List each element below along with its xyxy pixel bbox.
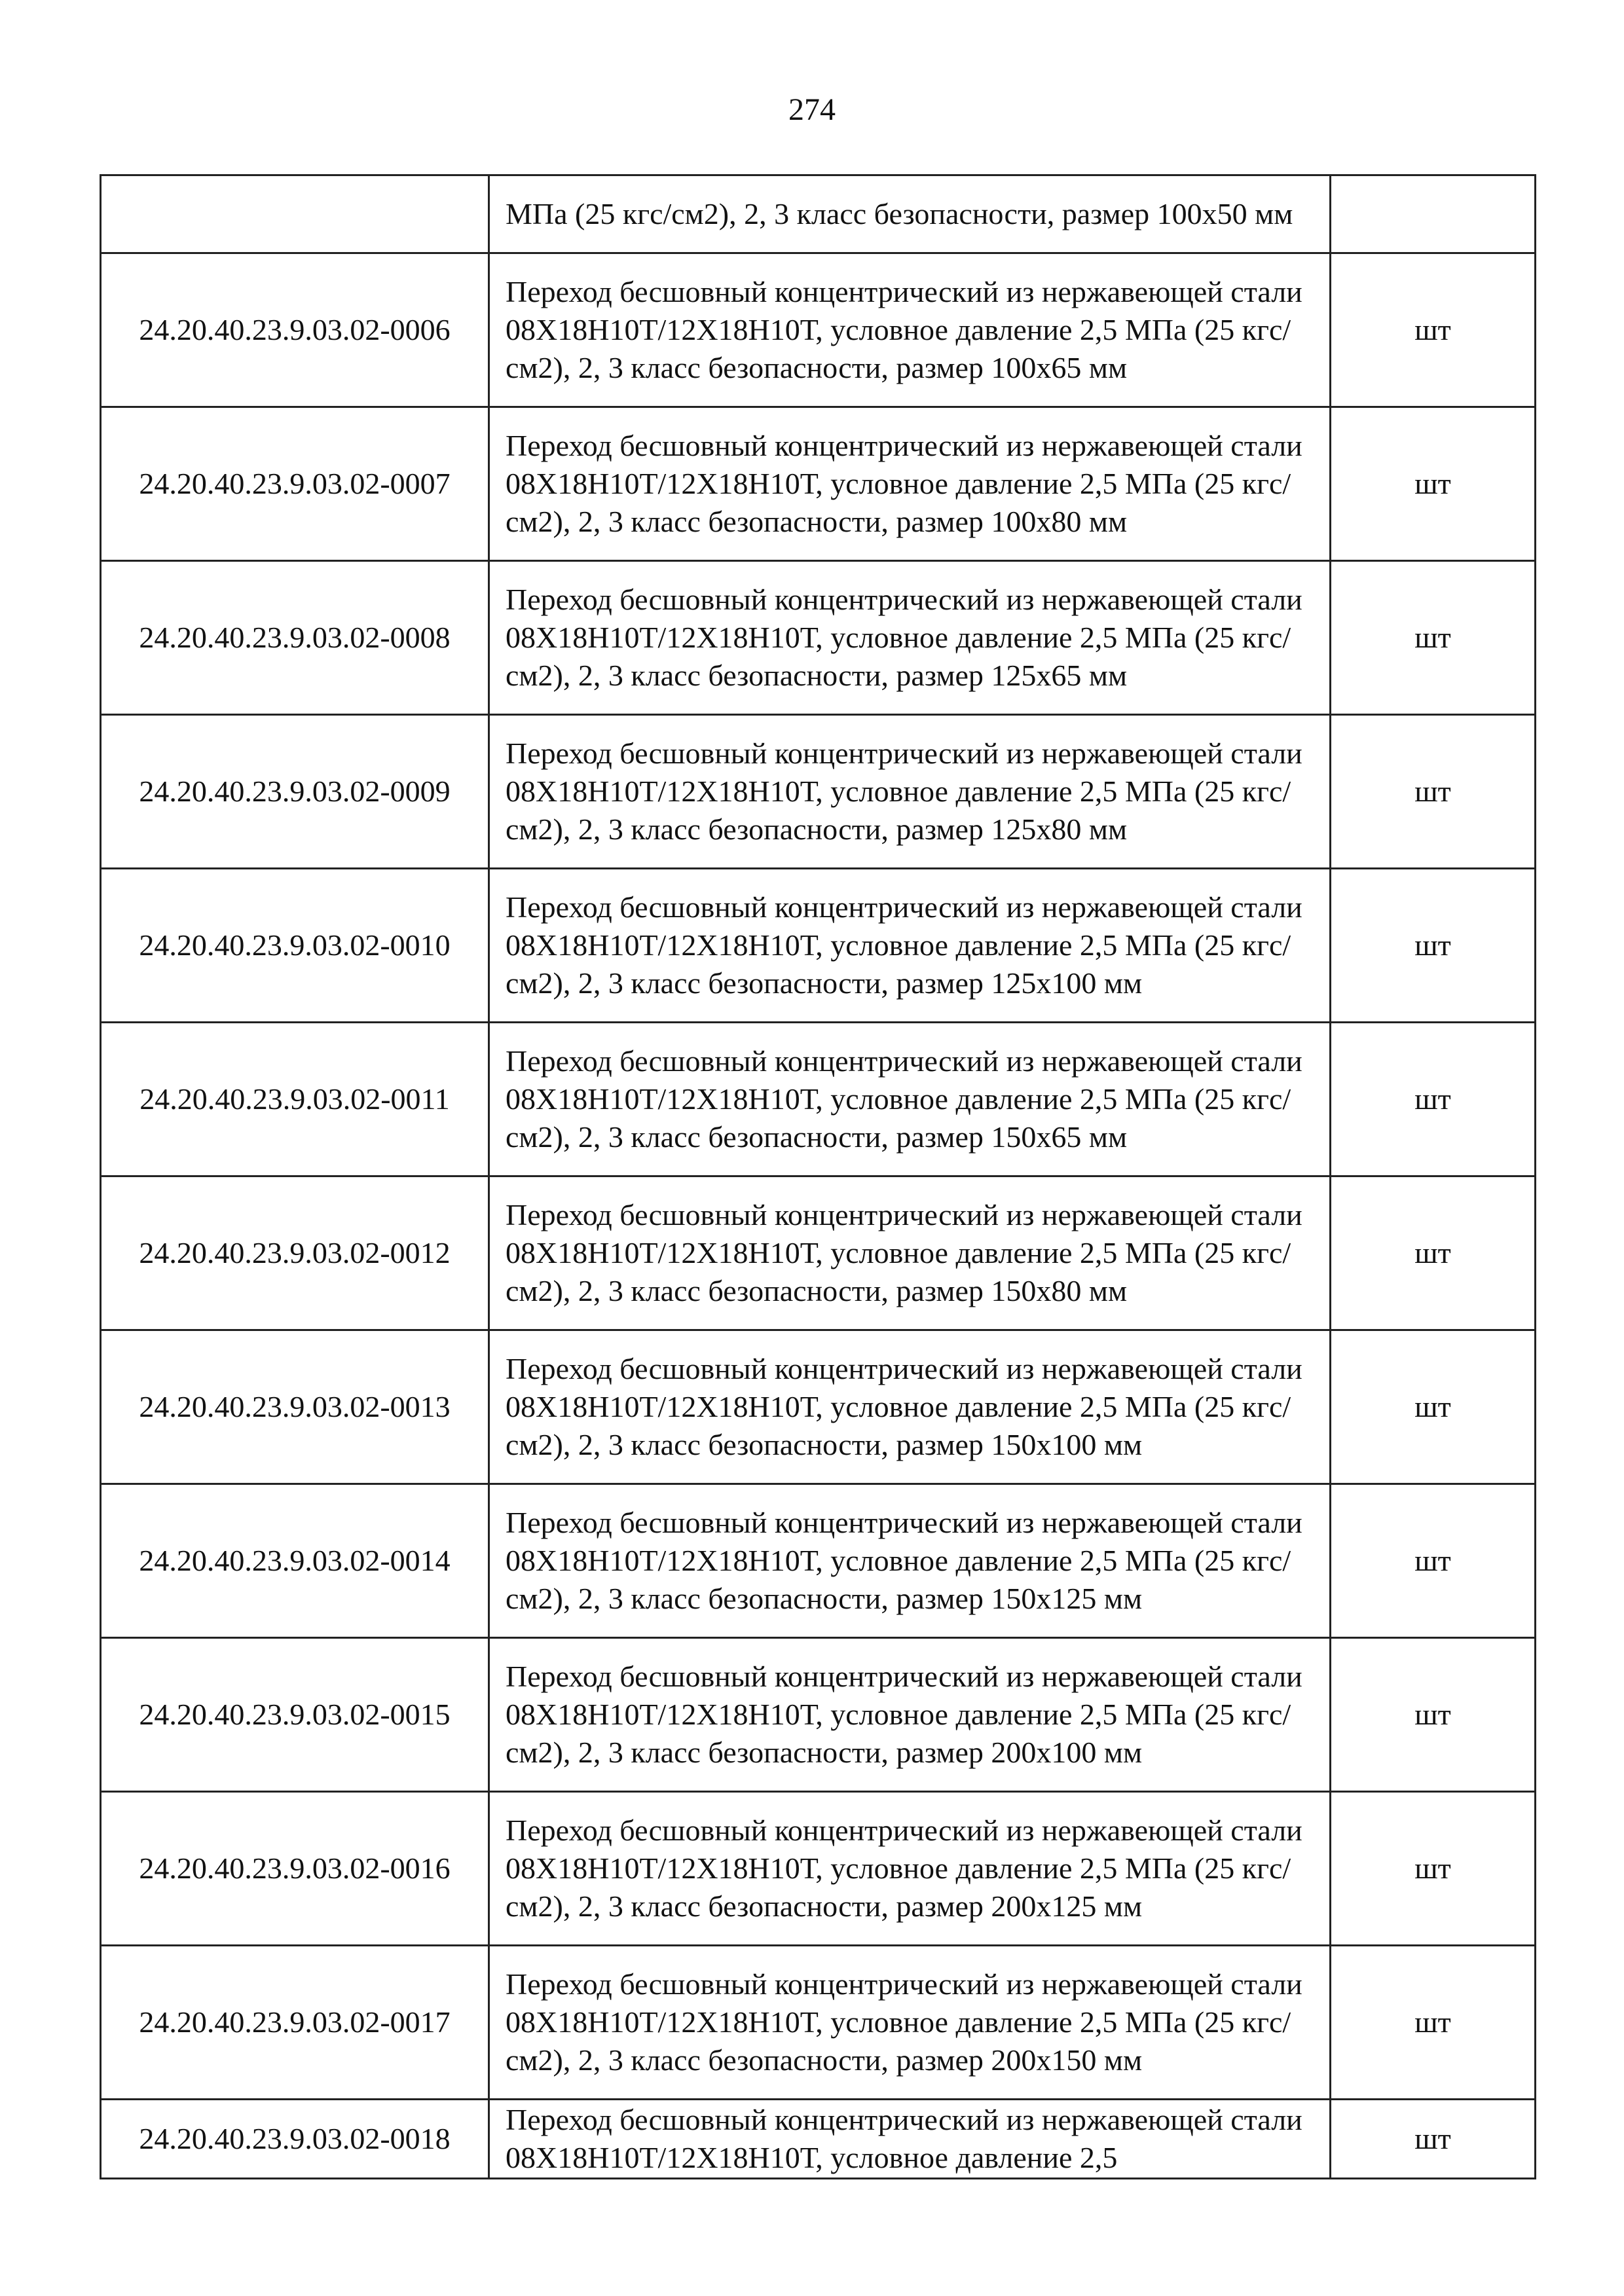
unit-cell: шт: [1331, 1023, 1536, 1176]
table-row: [101, 1638, 1536, 1792]
description-cell: Переход бесшовный концентрический из нержавеющей стали 08Х18Н10Т/12Х18Н10Т, условное давление 2,5 МПа (25 кгс/см2), 2, 3 класс безопасности, размер 150х80 мм: [489, 1176, 1331, 1330]
unit-cell: шт: [1331, 561, 1536, 715]
table-row: [101, 715, 1536, 869]
description-cell: Переход бесшовный концентрический из нержавеющей стали 08Х18Н10Т/12Х18Н10Т, условное давление 2,5 МПа (25 кгс/см2), 2, 3 класс безопасности, размер 150х125 мм: [489, 1484, 1331, 1638]
unit-cell: шт: [1331, 1176, 1536, 1330]
code-cell: 24.20.40.23.9.03.02-0015: [101, 1638, 489, 1792]
description-cell: Переход бесшовный концентрический из нержавеющей стали 08Х18Н10Т/12Х18Н10Т, условное давление 2,5 МПа (25 кгс/см2), 2, 3 класс безопасности, размер 100х80 мм: [489, 407, 1331, 561]
code-cell: 24.20.40.23.9.03.02-0010: [101, 869, 489, 1023]
table-row: [101, 561, 1536, 715]
description-cell: Переход бесшовный концентрический из нержавеющей стали 08Х18Н10Т/12Х18Н10Т, условное давление 2,5 МПа (25 кгс/см2), 2, 3 класс безопасности, размер 125х80 мм: [489, 715, 1331, 869]
table-row: [101, 1176, 1536, 1330]
code-cell: 24.20.40.23.9.03.02-0009: [101, 715, 489, 869]
table-row: [101, 869, 1536, 1023]
code-cell: 24.20.40.23.9.03.02-0017: [101, 1946, 489, 2100]
code-cell: 24.20.40.23.9.03.02-0013: [101, 1330, 489, 1484]
description-cell: Переход бесшовный концентрический из нержавеющей стали 08Х18Н10Т/12Х18Н10Т, условное давление 2,5 МПа (25 кгс/см2), 2, 3 класс безопасности, размер 100х65 мм: [489, 253, 1331, 407]
unit-cell: шт: [1331, 1330, 1536, 1484]
description-cell: Переход бесшовный концентрический из нержавеющей стали 08Х18Н10Т/12Х18Н10Т, условное давление 2,5 МПа (25 кгс/см2), 2, 3 класс безопасности, размер 200х100 мм: [489, 1638, 1331, 1792]
table-row: [101, 407, 1536, 561]
unit-cell: шт: [1331, 1946, 1536, 2100]
unit-cell: шт: [1331, 869, 1536, 1023]
page-number: 274: [788, 92, 836, 127]
code-cell: 24.20.40.23.9.03.02-0006: [101, 253, 489, 407]
table-row: [101, 1946, 1536, 2100]
description-cell: Переход бесшовный концентрический из нержавеющей стали 08Х18Н10Т/12Х18Н10Т, условное давление 2,5 МПа (25 кгс/см2), 2, 3 класс безопасности, размер 200х150 мм: [489, 1946, 1331, 2100]
code-cell: [101, 175, 489, 253]
code-cell: 24.20.40.23.9.03.02-0008: [101, 561, 489, 715]
unit-cell: шт: [1331, 407, 1536, 561]
description-cell: Переход бесшовный концентрический из нержавеющей стали 08Х18Н10Т/12Х18Н10Т, условное давление 2,5: [489, 2100, 1331, 2179]
description-cell: Переход бесшовный концентрический из нержавеющей стали 08Х18Н10Т/12Х18Н10Т, условное давление 2,5 МПа (25 кгс/см2), 2, 3 класс безопасности, размер 150х100 мм: [489, 1330, 1331, 1484]
table-row: [101, 1484, 1536, 1638]
table-row: [101, 175, 1536, 253]
code-cell: 24.20.40.23.9.03.02-0011: [101, 1023, 489, 1176]
unit-cell: шт: [1331, 1484, 1536, 1638]
unit-cell: шт: [1331, 2100, 1536, 2179]
unit-cell: [1331, 175, 1536, 253]
code-cell: 24.20.40.23.9.03.02-0014: [101, 1484, 489, 1638]
description-cell: Переход бесшовный концентрический из нержавеющей стали 08Х18Н10Т/12Х18Н10Т, условное давление 2,5 МПа (25 кгс/см2), 2, 3 класс безопасности, размер 200х125 мм: [489, 1792, 1331, 1946]
table-row: [101, 1792, 1536, 1946]
code-cell: 24.20.40.23.9.03.02-0018: [101, 2100, 489, 2179]
material-table: [100, 174, 1536, 2179]
description-cell: Переход бесшовный концентрический из нержавеющей стали 08Х18Н10Т/12Х18Н10Т, условное давление 2,5 МПа (25 кгс/см2), 2, 3 класс безопасности, размер 125х100 мм: [489, 869, 1331, 1023]
unit-cell: шт: [1331, 253, 1536, 407]
unit-cell: шт: [1331, 715, 1536, 869]
code-cell: 24.20.40.23.9.03.02-0007: [101, 407, 489, 561]
table-row: [101, 2100, 1536, 2179]
description-cell: МПа (25 кгс/см2), 2, 3 класс безопасности, размер 100х50 мм: [489, 175, 1331, 253]
description-cell: Переход бесшовный концентрический из нержавеющей стали 08Х18Н10Т/12Х18Н10Т, условное давление 2,5 МПа (25 кгс/см2), 2, 3 класс безопасности, размер 125х65 мм: [489, 561, 1331, 715]
code-cell: 24.20.40.23.9.03.02-0012: [101, 1176, 489, 1330]
table-row: [101, 1330, 1536, 1484]
code-cell: 24.20.40.23.9.03.02-0016: [101, 1792, 489, 1946]
table-row: [101, 253, 1536, 407]
table-row: [101, 1023, 1536, 1176]
unit-cell: шт: [1331, 1792, 1536, 1946]
description-cell: Переход бесшовный концентрический из нержавеющей стали 08Х18Н10Т/12Х18Н10Т, условное давление 2,5 МПа (25 кгс/см2), 2, 3 класс безопасности, размер 150х65 мм: [489, 1023, 1331, 1176]
unit-cell: шт: [1331, 1638, 1536, 1792]
